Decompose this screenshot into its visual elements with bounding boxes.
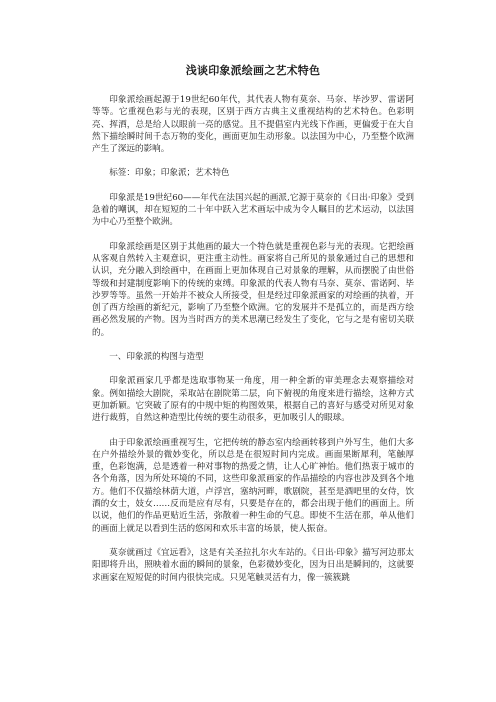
body-paragraph: 印象派绘画是区别于其他画的最大一个特色就是重视色彩与光的表现。它把绘画从客观自然转入主观意识，更注重主动性。画家将自己所见的景象通过自己的思想和认识，充分融入到绘画中，在画面上更加体现自己对景象的理解，从而摆脱了由世俗等级和封建制度影响下的传统的束缚。印象派的代表人物有马奈、莫奈、雷诺阿、毕沙罗等等。虽然一开始并不被众人所接受，但是经过印象派画家的对绘画的执着，开创了西方绘画的新纪元，影响了乃至整个欧洲。它的发展并不是孤立的，而是西方绘画必然发展的产物。因为当时西方的美术思潮已经发生了变化，它与之是有密切关联的。 bbox=[92, 241, 414, 338]
section-heading: 一、印象派的构图与造型 bbox=[109, 352, 204, 363]
body-paragraph: 莫奈就画过《宜远看》，这是有关圣拉扎尔火车站的。《日出·印象》描写河边那太阳即将升出，照映着水面的瞬间的景象，色彩微妙变化，因为日出是瞬间的，这就要求画家在短短促的时间内很快完成。只见笔触灵活有力，像一簇簇跳 bbox=[92, 547, 414, 583]
body-paragraph: 印象派是19世纪60——年代在法国兴起的画派,它源于莫奈的《日出·印象》受到急着的嘲讽，却在短短的二十年中跃入艺术画坛中成为令人瞩目的艺术运动，以法国为中心乃至整个欧洲。 bbox=[92, 192, 414, 228]
abstract-paragraph: 印象派绘画起源于19世纪60年代，其代表人物有莫奈、马奈、毕沙罗、雷诺阿等等。它重视色彩与光的表现，区别于西方古典主义重视结构的艺术特色。色彩明亮、挥洒，总是给人以眼前一亮的感觉。且不提倡室内光线下作画，更偏爱于在大自然下描绘瞬时间千态万物的变化，画面更加生动形象。以法国为中心，乃至整个欧洲产生了深远的影响。 bbox=[92, 95, 414, 155]
body-paragraph: 由于印象派绘画重视写生，它把传统的静态室内绘画转移到户外写生，他们大多在户外描绘外景的微妙变化，所以总是在很短时间内完成。画面果断犀利，笔触厚重，色彩饱满，总是透着一种对事物的热爱之情，让人心旷神怡。他们热衷于城市的各个角落，因为所处环境的不同，这些印象派画家的作品描绘的内容也涉及到各个地方。他们不仅描绘林荫大道，卢浮宫，塞纳河畔，歌剧院，甚至是酒吧里的女侍，饮酒的女士，妓女……反而是应有尽有，只要是存在的，都会出现于他们的画面上。所以说，他们的作品更贴近生活，弥散着一种生命的气息。即使不生活在那，单从他们的画面上就足以看到生活的悠闲和欢乐丰富的场景，使人振奋。 bbox=[92, 437, 414, 534]
keywords-line: 标签：印象；印象派；艺术特色 bbox=[109, 168, 230, 179]
body-paragraph: 印象派画家几乎都是选取事物某一角度，用一种全新的审美理念去观察描绘对象。例如描绘大剧院，采取站在剧院第二层，向下俯视的角度来进行描绘，这种方式更加新颖。它突破了原有的中规中矩的构图效果，根据自己的喜好与感受对所见对象进行裁剪，自然这种造型比传统的要生动很多，更加吸引人的眼球。 bbox=[92, 376, 414, 424]
document-title: 浅谈印象派绘画之艺术特色 bbox=[185, 64, 321, 77]
